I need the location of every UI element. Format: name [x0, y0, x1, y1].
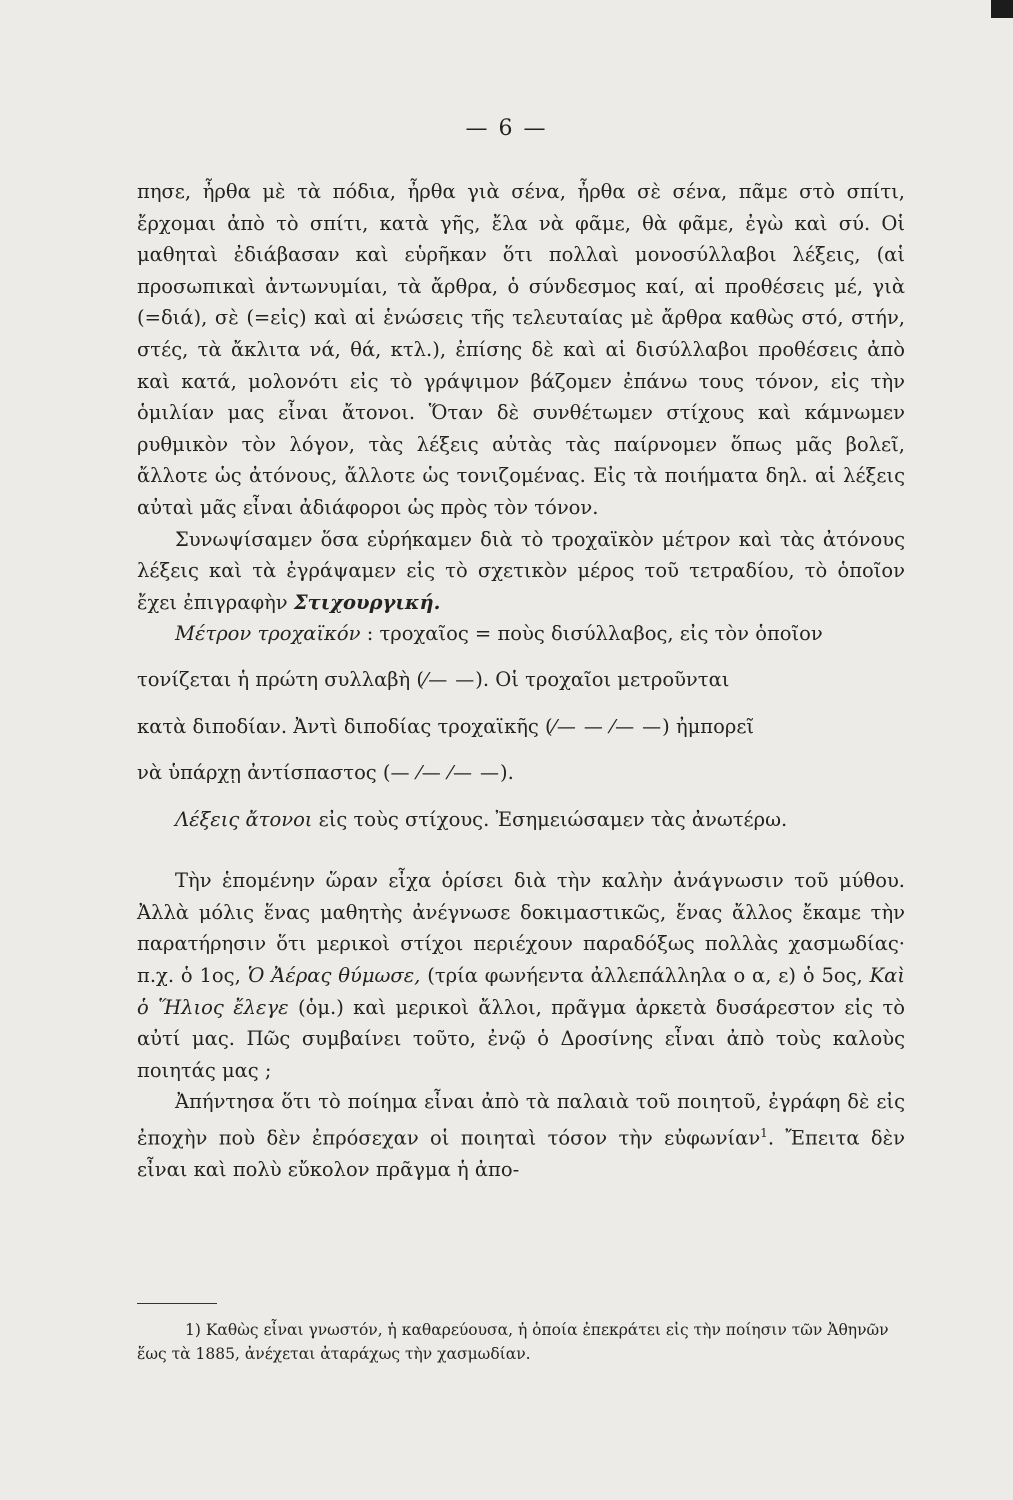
paragraph-4-b: . Ἔπειτα δὲν εἶναι καὶ πολὺ εὔκολον πρᾶγμα ἡ ἀπο- — [137, 1126, 905, 1182]
paragraph-3-b: (τρία φωνήεντα ἀλλεπάλληλα ο α, ε) ὁ 5ος, — [420, 964, 870, 988]
meter-label: Μέτρον τροχαϊκόν — [175, 622, 361, 646]
body-text — [137, 176, 905, 1186]
section-title-stichourgiki: Στιχουργική. — [293, 590, 441, 614]
quote-ilios: Καὶ ὁ Ἥλιος ἔλεγε — [137, 964, 905, 1019]
atonic-text: εἰς τοὺς στίχους. Ἐσημειώσαμεν τὰς ἀνωτέρω. — [312, 807, 788, 831]
atonic-label: Λέξεις ἄτονοι — [175, 807, 313, 831]
meter-line-4-pre: νὰ ὑπάρχῃ ἀντίσπαστος ( — [137, 761, 391, 785]
footnote — [137, 1318, 905, 1366]
meter-line-4-post: ). — [500, 761, 514, 785]
meter-line-antispast — [137, 757, 905, 790]
paragraph-3-a: Τὴν ἑπομένην ὥραν εἶχα ὁρίσει διὰ τὴν καλὴν ἀνάγνωσιν τοῦ μύθου. Ἀλλὰ μόλις ἕνας μαθητὴς ἀνέγνωσε δοκιμαστικῶς, ἕνας ἄλλος ἔκαμε τὴν παρατήρησιν ὅτι μερικοὶ στίχοι περιέχουν παραδόξως πολλὰς χασμωδίας· π.χ. ὁ 1ος, — [137, 869, 905, 988]
paragraph-2-text: Συνωψίσαμεν ὅσα εὑρήκαμεν διὰ τὸ τροχαϊκὸν μέτρον καὶ τὰς ἀτόνους λέξεις καὶ τὰ ἐγράψαμεν εἰς τὸ σχετικὸν μέρος τοῦ τετραδίου, τὸ ὁποῖον ἔχει ἐπιγραφὴν — [137, 527, 905, 614]
ditrochee-symbol: ⁄— — ⁄— — — [552, 715, 663, 738]
meter-line-3-post: ) ἠμπορεῖ — [662, 714, 755, 738]
paragraph-2 — [137, 524, 905, 619]
footnote-ref: 1 — [760, 1126, 768, 1141]
meter-definition — [137, 618, 905, 650]
paragraph-3-c: (ὁμ.) καὶ μερικοὶ ἄλλοι, πρᾶγμα ἀρκετὰ δυσάρεστον εἰς τὸ αὐτί μας. Πῶς συμβαίνει τοῦτο, ἐνῷ ὁ Δροσίνης εἶναι ἀπὸ τοὺς καλοὺς ποιητάς μας ; — [137, 995, 905, 1082]
meter-definition-text: : τροχαῖος = ποὺς δισύλλαβος, εἰς τὸν ὁποῖον — [366, 622, 823, 646]
meter-line-2-pre: τονίζεται ἡ πρώτη συλλαβὴ ( — [137, 667, 425, 691]
meter-line-dipody — [137, 711, 905, 744]
footnote-divider — [137, 1303, 217, 1304]
paragraph-3 — [137, 865, 905, 1086]
meter-line-2-post: ). Οἱ τροχαῖοι μετροῦνται — [475, 667, 730, 691]
atonic-words-line — [137, 804, 905, 836]
meter-line-3-pre: κατὰ διποδίαν. Ἀντὶ διποδίας τροχαϊκῆς ( — [137, 714, 553, 738]
quote-aeras: Ὁ Ἀέρας θύμωσε, — [247, 964, 421, 988]
scan-corner-mark — [991, 0, 1013, 18]
page-number: — 6 — — [465, 116, 548, 141]
paragraph-4 — [137, 1086, 905, 1185]
paragraph-4-a: Ἀπήντησα ὅτι τὸ ποίημα εἶναι ἀπὸ τὰ παλαιὰ τοῦ ποιητοῦ, ἐγράφη δὲ εἰς ἐποχὴν ποὺ δὲν ἐπρόσεχαν οἱ ποιηταὶ τόσον τὴν εὐφωνίαν — [137, 1090, 905, 1150]
footnote-text: 1) Καθὼς εἶναι γνωστόν, ἡ καθαρεύουσα, ἡ ὁποία ἐπεκράτει εἰς τὴν ποίησιν τῶν Ἀθηνῶν ἕως τὰ 1885, ἀνέχεται ἀταράχως τὴν χασμωδίαν. — [137, 1321, 889, 1363]
antispast-symbol: — ⁄— ⁄— — — [390, 762, 501, 785]
meter-line-trochee — [137, 664, 905, 697]
trochee-symbol: ⁄— — — [424, 668, 476, 691]
paragraph-1: πησε, ἦρθα μὲ τὰ πόδια, ἦρθα γιὰ σένα, ἦρθα σὲ σένα, πᾶμε στὸ σπίτι, ἔρχομαι ἀπὸ τὸ σπίτι, κατὰ γῆς, ἔλα νὰ φᾶμε, θὰ φᾶμε, ἐγὼ καὶ σύ. Οἱ μαθηταὶ ἐδιάβασαν καὶ εὑρῆκαν ὅτι πολλαὶ μονοσύλλαβοι λέξεις, (αἱ προσωπικαὶ ἀντωνυμίαι, τὰ ἄρθρα, ὁ σύνδεσμος καί, αἱ προθέσεις μέ, γιὰ (=διά), σὲ (=εἰς) καὶ αἱ ἑνώσεις τῆς τελευταίας μὲ ἄρθρα καθὼς στό, στήν, στές, τὰ ἄκλιτα νά, θά, κτλ.), ἐπίσης δὲ καὶ αἱ δισύλλαβοι προθέσεις ἀπὸ καὶ κατά, μολονότι εἰς τὸ γράψιμον βάζομεν ἐπάνω τους τόνον, εἰς τὴν ὁμιλίαν μας εἶναι ἄτονοι. Ὅταν δὲ συνθέτωμεν στίχους καὶ κάμνωμεν ρυθμικὸν τὸν λόγον, τὰς λέξεις αὐτὰς τὰς παίρνομεν ὅπως μᾶς βολεῖ, ἄλλοτε ὡς ἀτόνους, ἄλλοτε ὡς τονιζομένας. Εἰς τὰ ποιήματα δηλ. αἱ λέξεις αὐταὶ μᾶς εἶναι ἀδιάφοροι ὡς πρὸς τὸν τόνον. — [137, 180, 905, 519]
